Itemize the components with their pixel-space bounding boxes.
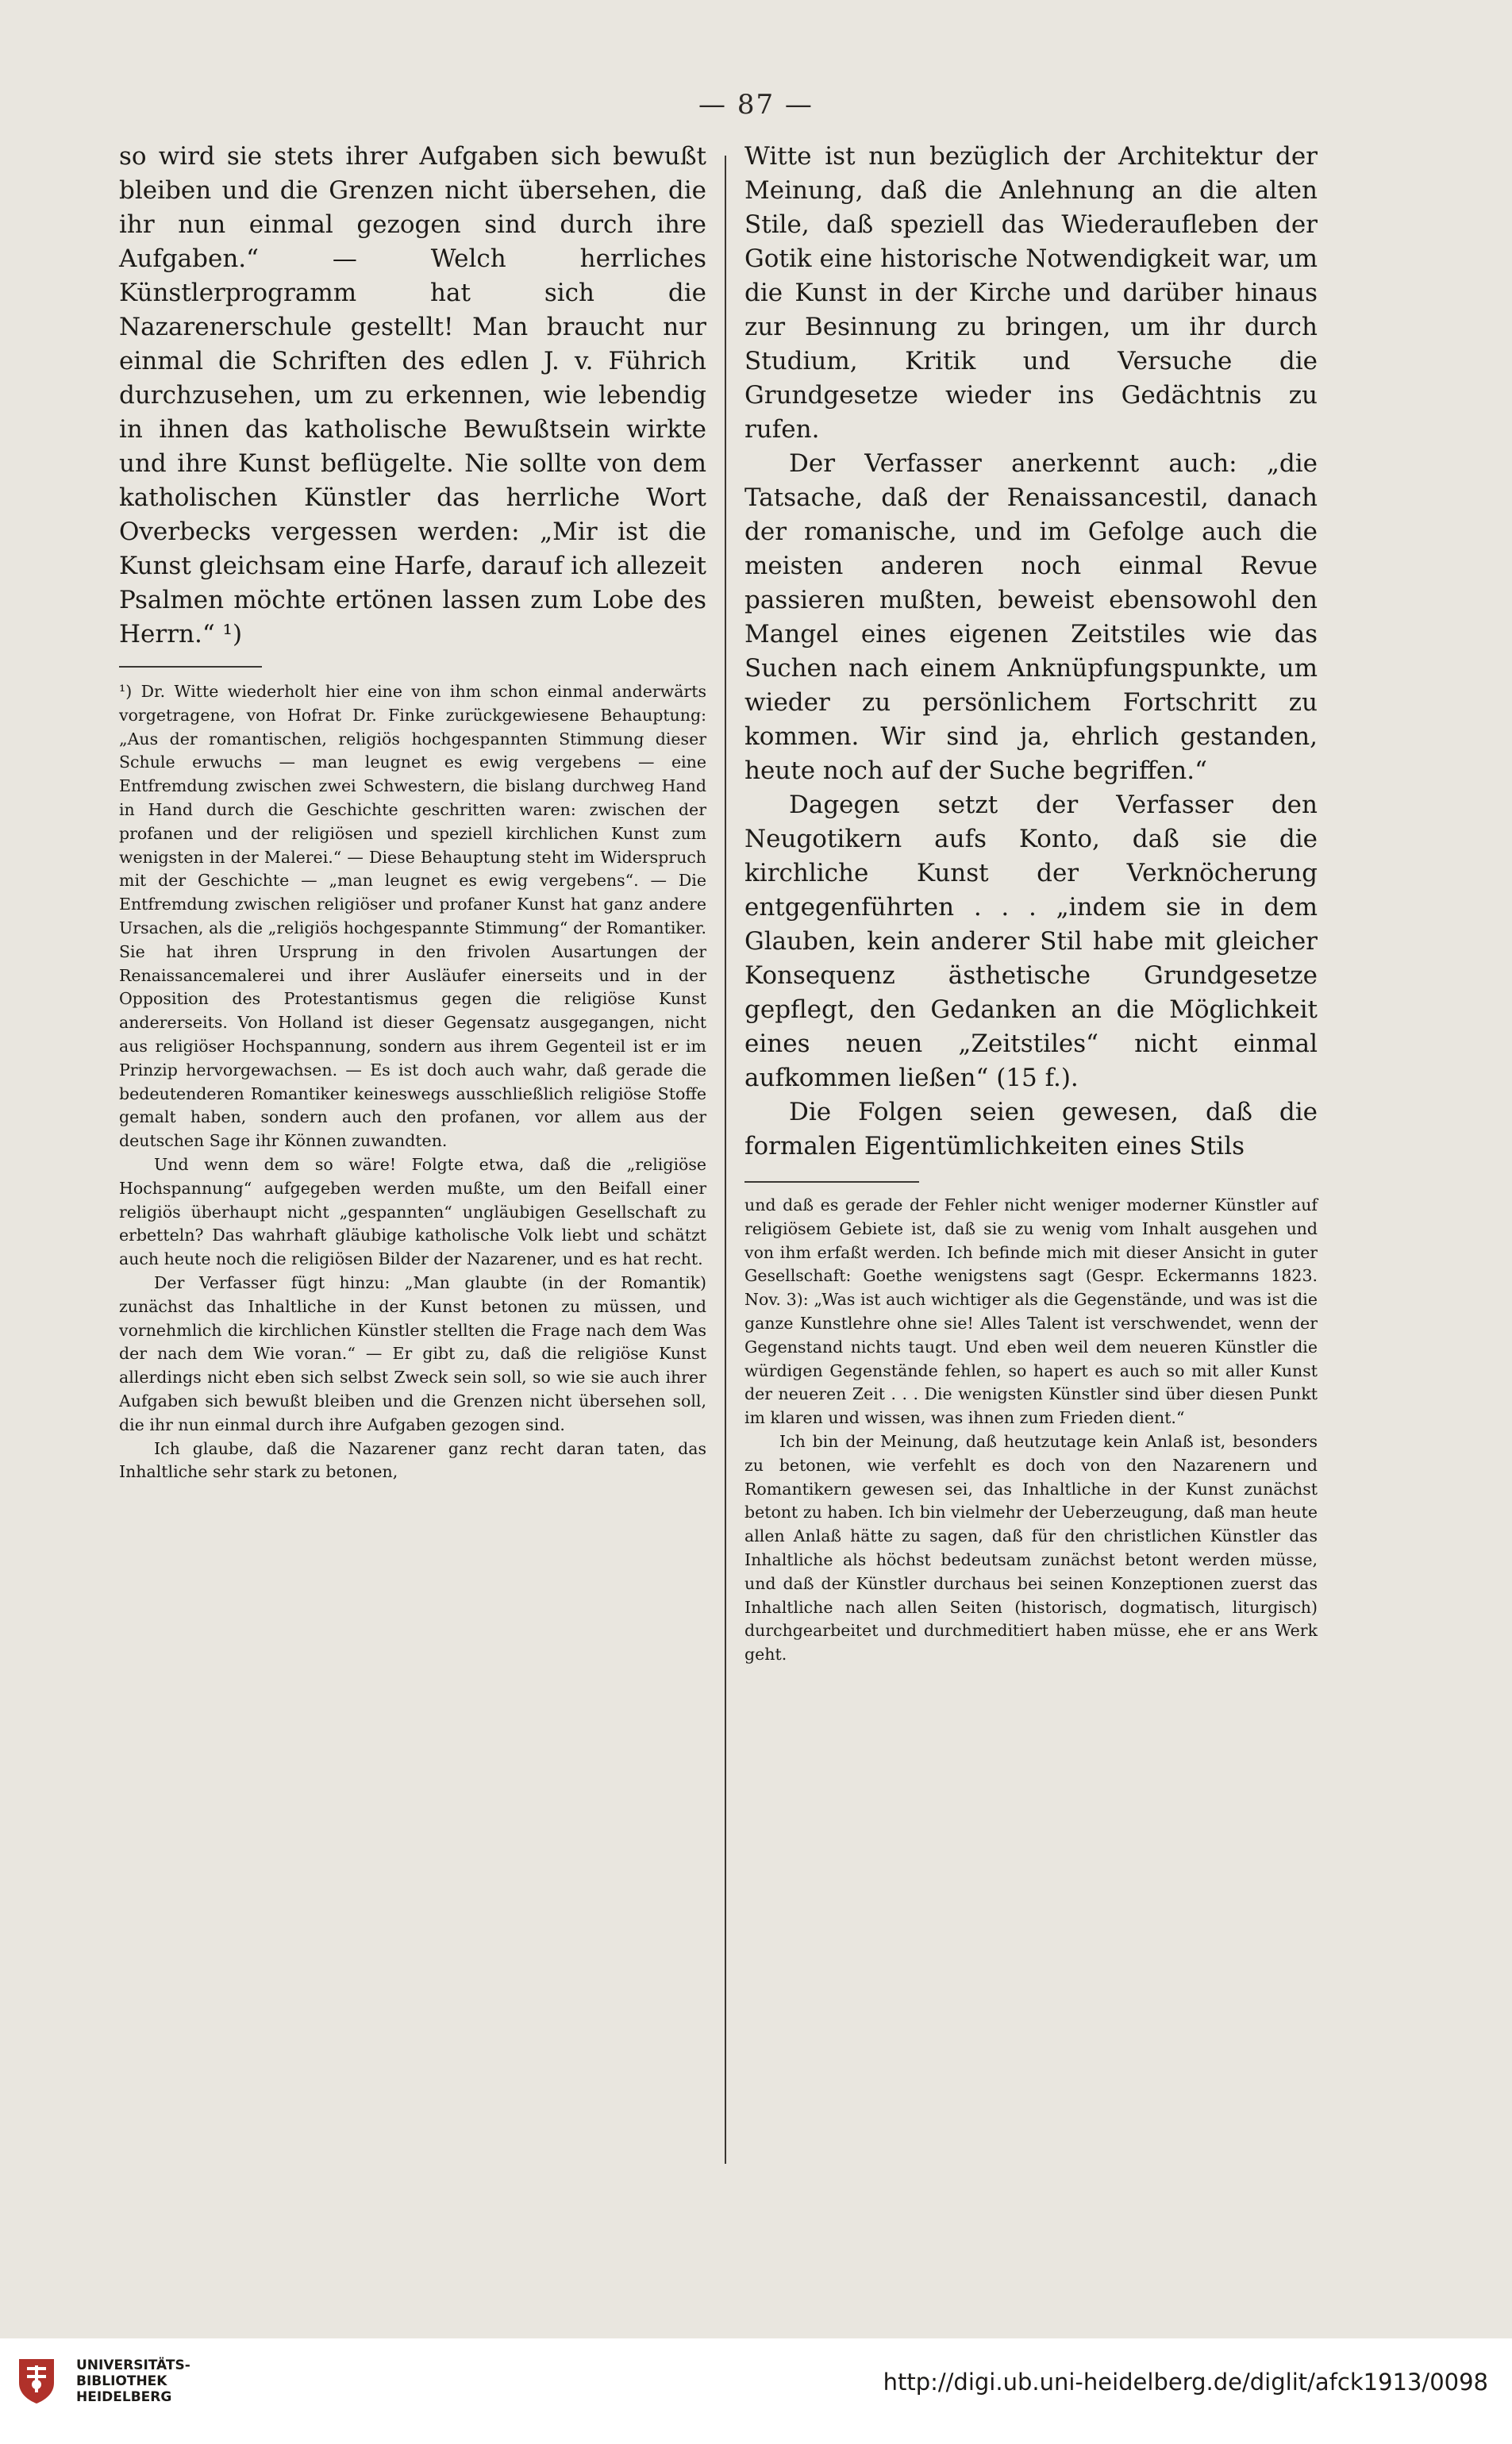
left-column (119, 140, 706, 1484)
footnote-paragraph: Und wenn dem so wäre! Folgte etwa, daß die „religiöse Hochspannung“ aufgegeben werden mußte, um den Beifall einer religiös überhaupt nicht „gespannten“ ungläubigen Gesellschaft zu erbetteln? Das wahrhaft gläubige katholische Volk liebt und schätzt auch heute noch die religiösen Bilder der Nazarener, und es hat recht. (119, 1154, 706, 1269)
page-number: — 87 — (698, 89, 814, 121)
footer-institution (76, 2357, 190, 2405)
right-paragraph: Dagegen setzt der Verfasser den Neugotikern aufs Konto, daß sie die kirchliche Kunst der Verknöcherung entgegenführten . . . „indem sie in dem Glauben, kein anderer Stil habe mit gleicher Konsequenz ästhetische Grundgesetze gepflegt, den Gedanken an die Möglichkeit eines neuen „Zeitstiles“ nicht einmal aufkommen ließen“ (15 f.). (744, 791, 1318, 1092)
footer-url-link[interactable]: http://digi.ub.uni-heidelberg.de/diglit/afck1913/0098 (883, 2369, 1488, 2396)
right-footnote-rule (744, 1181, 919, 1183)
left-footnote (119, 680, 706, 1484)
right-paragraph: Der Verfasser anerkennt auch: „die Tatsache, daß der Renaissancestil, danach der romanische, und im Gefolge auch die meisten anderen noch einmal Revue passieren mußten, beweist ebensowohl den Mangel eines eigenen Zeitstiles wie das Suchen nach einem Anknüpfungspunkte, um wieder zu persönlichem Fortschritt zu kommen. Wir sind ja, ehrlich gestanden, heute noch auf der Suche begriffen.“ (744, 449, 1318, 785)
footnote-paragraph: und daß es gerade der Fehler nicht weniger moderner Künstler auf religiösem Gebiete ist, daß sie zu wenig vom Inhalt ausgehen und von ihm erfaßt werden. Ich befinde mich mit dieser Ansicht in guter Gesellschaft: Goethe wenigstens sagt (Gespr. Eckermanns 1823. Nov. 3): „Was ist auch wichtiger als die Gegenstände, und was ist die ganze Kunstlehre ohne sie! Alles Talent ist verschwendet, wenn der Gegenstand nichts taugt. Und eben weil dem neueren Künstler die würdigen Gegenstände fehlen, so hapert es auch so mit aller Kunst der neueren Zeit . . . Die wenigsten Künstler sind über diesen Punkt im klaren und wissen, was ihnen zum Frieden dient.“ (744, 1195, 1318, 1428)
column-divider (725, 156, 726, 2164)
right-footnote (744, 1194, 1318, 1667)
footnote-paragraph: Ich glaube, daß die Nazarener ganz recht daran taten, das Inhaltliche sehr stark zu betonen, (119, 1438, 706, 1482)
institution-line: UNIVERSITÄTS- (76, 2357, 190, 2373)
right-paragraph: Die Folgen seien gewesen, daß die formalen Eigentümlichkeiten eines Stils (744, 1098, 1318, 1160)
footnote-paragraph: ¹) Dr. Witte wiederholt hier eine von ihm schon einmal anderwärts vorgetragene, von Hofrat Dr. Finke zurückgewiesene Behauptung: „Aus der romantischen, religiös hochgespannten Stimmung dieser Schule erwuchs — man leugnet es ewig vergebens — eine Entfremdung zwischen zwei Schwestern, die bislang durchweg Hand in Hand durch die Geschichte geschritten waren: zwischen der profanen und der religiösen und speziell kirchlichen Kunst zum wenigsten in der Malerei.“ — Diese Behauptung steht im Widerspruch mit der Geschichte — „man leugnet es ewig vergebens“. — Die Entfremdung zwischen religiöser und profaner Kunst hat ganz andere Ursachen, als die „religiös hochgespannte Stimmung“ der Romantiker. Sie hat ihren Ursprung in den frivolen Ausartungen der Renaissancemalerei und ihrer Ausläufer einerseits und in der Opposition des Protestantismus gegen die religiöse Kunst andererseits. Von Holland ist dieser Gegensatz ausgegangen, nicht aus religiöser Hochspannung, sondern aus ihrem Gegenteil ist er im Prinzip hervorgewachsen. — Es ist doch auch wahr, daß gerade die bedeutenderen Romantiker keineswegs ausschließlich religiöse Stoffe gemalt haben, sondern auch den profanen, vor allem aus der deutschen Sage ihr Können zuwandten. (119, 682, 706, 1151)
left-paragraph: so wird sie stets ihrer Aufgaben sich bewußt bleiben und die Grenzen nicht übersehen, die ihr nun einmal gezogen sind durch ihre Aufgaben.“ — Welch herrliches Künstlerprogramm hat sich die Nazarenerschule gestellt! Man braucht nur einmal die Schriften des edlen J. v. Führich durchzusehen, um zu erkennen, wie lebendig in ihnen das katholische Bewußtsein wirkte und ihre Kunst beflügelte. Nie sollte von dem katholischen Künstler das herrliche Wort Overbecks vergessen werden: „Mir ist die Kunst gleichsam eine Harfe, darauf ich allezeit Psalmen möchte ertönen lassen zum Lobe des Herrn.“ ¹) (119, 142, 706, 649)
footnote-paragraph: Der Verfasser fügt hinzu: „Man glaubte (in der Romantik) zunächst das Inhaltliche in der Kunst betonen zu müssen, und vornehmlich die kirchlichen Künstler stellten die Frage nach dem Was der nach dem Wie voran.“ — Er gibt zu, daß die religiöse Kunst allerdings nicht eben sich selbst Zweck sein soll, so wie sie auch ihrer Aufgaben sich bewußt bleiben und die Grenzen nicht übersehen soll, die ihr nun einmal durch ihre Aufgaben gezogen sind. (119, 1272, 706, 1434)
right-paragraph: Witte ist nun bezüglich der Architektur der Meinung, daß die Anlehnung an die alten Stile, daß speziell das Wiederaufleben der Gotik eine historische Notwendigkeit war, um die Kunst in der Kirche und darüber hinaus zur Besinnung zu bringen, um ihr durch Studium, Kritik und Versuche die Grundgesetze wieder ins Gedächtnis zu rufen. (744, 142, 1318, 444)
footnote-paragraph: Ich bin der Meinung, daß heutzutage kein Anlaß ist, besonders zu betonen, wie verfehlt es doch von den Nazarenern und Romantikern gewesen sei, das Inhaltliche in der Kunst zunächst betont zu haben. Ich bin vielmehr der Ueberzeugung, daß man heute allen Anlaß hätte zu sagen, daß für den christlichen Künstler das Inhaltliche als höchst bedeutsam zunächst betont werden müsse, und daß der Künstler durchaus bei seinen Konzeptionen zuerst das Inhaltliche nach allen Seiten (historisch, dogmatisch, liturgisch) durchgearbeitet und durchmeditiert haben müsse, ehe er ans Werk geht. (744, 1431, 1318, 1665)
institution-line: BIBLIOTHEK (76, 2373, 167, 2389)
left-body-text (119, 140, 706, 652)
left-footnote-rule (119, 666, 262, 668)
right-body-text (744, 140, 1318, 1164)
right-column (744, 140, 1318, 1667)
institution-line: HEIDELBERG (76, 2389, 172, 2405)
university-seal-icon (14, 2356, 59, 2405)
